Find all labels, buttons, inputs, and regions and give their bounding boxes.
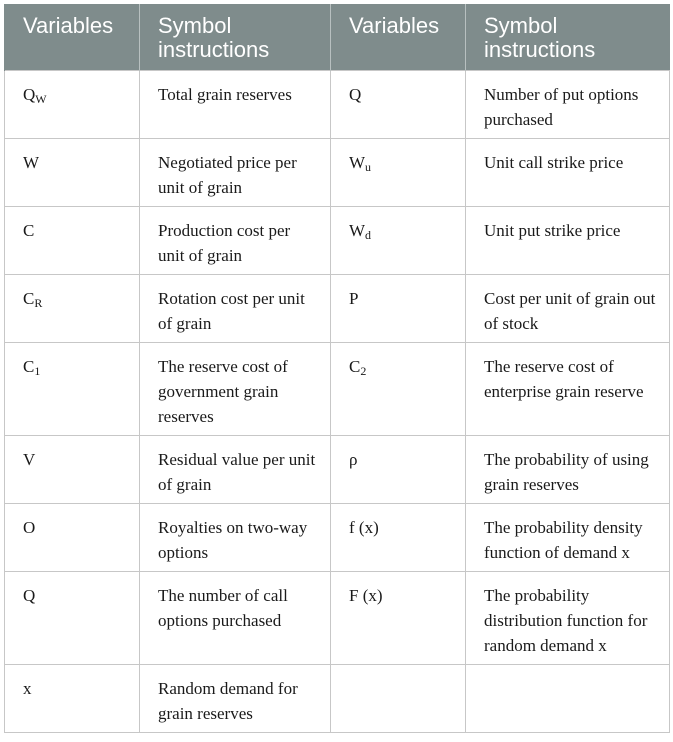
symbol-description: [140, 139, 331, 207]
symbol-description: [140, 207, 331, 275]
variable-symbol-text: Q: [23, 85, 36, 104]
variable-symbol-text: W: [349, 221, 366, 240]
symbol-description: [140, 275, 331, 343]
variable-symbol-text: f (x): [349, 518, 379, 537]
symbol-description: [466, 139, 670, 207]
variable-subscript: 1: [34, 364, 41, 378]
symbol-description-text: The reserve cost of enterprise grain reserve: [484, 357, 644, 401]
symbol-description-text: Total grain reserves: [158, 85, 292, 104]
variable-subscript: W: [35, 92, 47, 106]
symbol-description: [466, 343, 670, 436]
table-row: [5, 71, 670, 139]
variable-symbol: [331, 504, 466, 572]
table-body: [5, 71, 670, 733]
variable-symbol: [5, 343, 140, 436]
symbol-description-text: The probability of using grain reserves: [484, 450, 649, 494]
table-header: [5, 4, 670, 71]
variable-subscript: u: [365, 160, 372, 174]
symbol-description: [466, 665, 670, 733]
variable-symbol-text: W: [349, 153, 366, 172]
symbol-description-text: Unit put strike price: [484, 221, 621, 240]
symbol-description: [140, 665, 331, 733]
variable-symbol: [5, 436, 140, 504]
table-row: [5, 139, 670, 207]
variable-symbol: [5, 572, 140, 665]
header-variables-1: Variables: [5, 4, 140, 71]
symbol-description-text: Royalties on two-way options: [158, 518, 308, 562]
table-row: [5, 572, 670, 665]
variable-symbol: [331, 71, 466, 139]
variable-symbol: [5, 207, 140, 275]
symbol-description-text: Production cost per unit of grain: [158, 221, 291, 265]
variable-symbol-text: C: [23, 357, 35, 376]
symbol-description: [466, 71, 670, 139]
variable-subscript: 2: [360, 364, 367, 378]
variable-symbol: [331, 572, 466, 665]
symbol-description: [140, 71, 331, 139]
symbol-description: [466, 436, 670, 504]
table-row: [5, 504, 670, 572]
symbol-description-text: The probability distribution function for random demand x: [484, 586, 648, 655]
table-row: [5, 343, 670, 436]
variable-symbol: [5, 71, 140, 139]
symbol-description: [466, 275, 670, 343]
variable-symbol: [5, 275, 140, 343]
symbol-description-text: The reserve cost of government grain reserves: [158, 357, 288, 426]
variable-symbol-text: x: [23, 679, 32, 698]
variable-symbol: [5, 665, 140, 733]
variables-table: [4, 4, 670, 733]
symbol-description-text: Rotation cost per unit of grain: [158, 289, 305, 333]
variable-symbol-text: Q: [23, 586, 36, 605]
symbol-description-text: Residual value per unit of grain: [158, 450, 316, 494]
header-row: [5, 4, 670, 71]
variable-symbol: [331, 665, 466, 733]
symbol-description: [466, 572, 670, 665]
variable-symbol-text: C: [23, 289, 35, 308]
symbol-description: [466, 504, 670, 572]
variable-symbol-text: F (x): [349, 586, 383, 605]
variable-symbol-text: Q: [349, 85, 362, 104]
symbol-description-text: Negotiated price per unit of grain: [158, 153, 297, 197]
variable-symbol: [5, 504, 140, 572]
symbol-description: [140, 436, 331, 504]
symbol-description-text: Number of put options purchased: [484, 85, 639, 129]
symbol-description-text: Cost per unit of grain out of stock: [484, 289, 656, 333]
variable-symbol-text: W: [23, 153, 40, 172]
variable-symbol: [331, 343, 466, 436]
symbol-description-text: Random demand for grain reserves: [158, 679, 298, 723]
variable-symbol: [331, 139, 466, 207]
symbol-description: [140, 572, 331, 665]
variable-symbol: [331, 436, 466, 504]
symbol-description: [466, 207, 670, 275]
header-symbol-instructions-1: Symbol instructions: [140, 4, 331, 71]
symbol-description: [140, 504, 331, 572]
variable-symbol-text: V: [23, 450, 36, 469]
variable-symbol-text: P: [349, 289, 359, 308]
variable-symbol-text: O: [23, 518, 36, 537]
table-row: [5, 436, 670, 504]
symbol-description-text: Unit call strike price: [484, 153, 624, 172]
header-variables-2: Variables: [331, 4, 466, 71]
symbol-description: [140, 343, 331, 436]
variable-subscript: R: [34, 296, 43, 310]
variable-symbol-text: ρ: [349, 450, 358, 469]
variable-symbol-text: C: [349, 357, 361, 376]
table-row: [5, 665, 670, 733]
variable-symbol: [5, 139, 140, 207]
symbol-description-text: The probability density function of demand x: [484, 518, 643, 562]
table-row: [5, 207, 670, 275]
table-row: [5, 275, 670, 343]
header-symbol-instructions-2: Symbol instructions: [466, 4, 670, 71]
variable-symbol: [331, 275, 466, 343]
symbol-description-text: The number of call options purchased: [158, 586, 288, 630]
variable-symbol-text: C: [23, 221, 35, 240]
variable-subscript: d: [365, 228, 372, 242]
variable-symbol: [331, 207, 466, 275]
